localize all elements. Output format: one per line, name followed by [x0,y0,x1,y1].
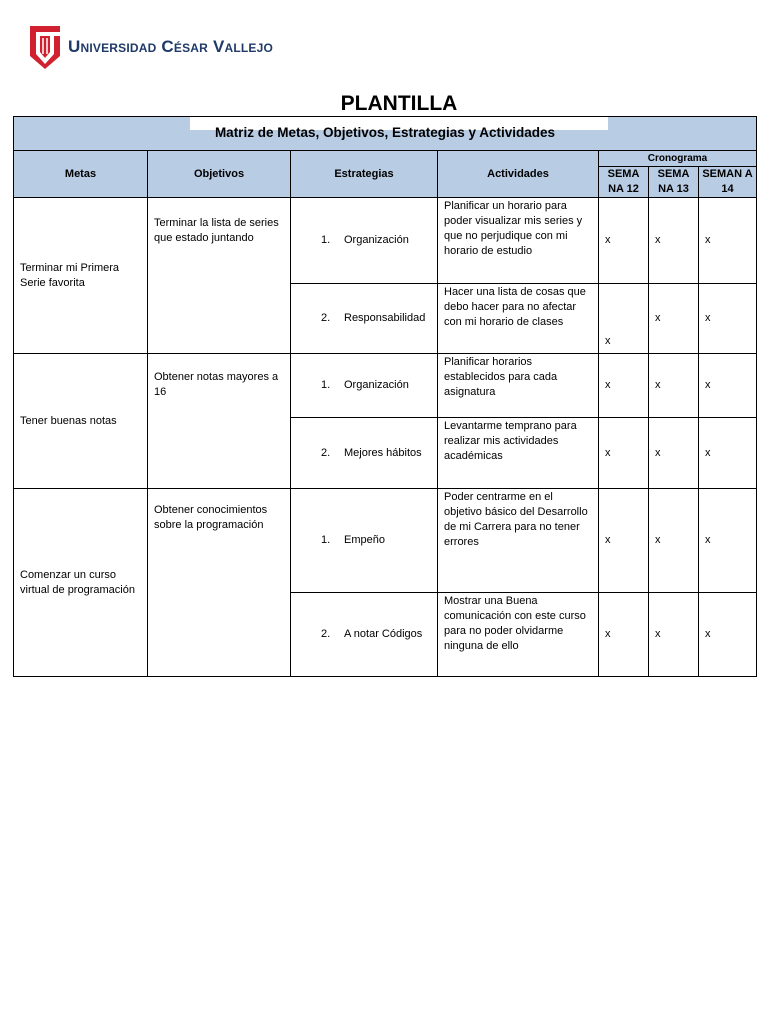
header-cronograma: Cronograma [599,151,757,167]
page-title: PLANTILLA [340,92,458,115]
actividad-cell: Poder centrarme en el objetivo básico del Desarrollo de mi Carrera para no tener errores [438,489,599,593]
week-mark: x [649,418,699,489]
table-row [14,198,757,284]
week-mark: x [649,489,699,593]
header-estrategias: Estrategias [291,151,438,198]
meta-cell: Comenzar un curso virtual de programación [14,489,148,677]
header-week-13: SEMA NA 13 [649,167,699,198]
actividad-cell: Planificar un horario para poder visualizar mis series y que no perjudique con mi horario de estudio [438,198,599,284]
week-mark: x [649,593,699,677]
week-mark: x [649,198,699,284]
meta-cell: Terminar mi Primera Serie favorita [14,198,148,354]
meta-cell: Tener buenas notas [14,354,148,489]
header-week-12: SEMA NA 12 [599,167,649,198]
actividad-cell: Levantarme temprano para realizar mis actividades académicas [438,418,599,489]
estrategia-cell: 2. Mejores hábitos [291,418,438,489]
university-logo [28,24,273,70]
week-mark: x [599,418,649,489]
goals-matrix-table [13,116,757,677]
week-mark: x [699,284,757,354]
header-actividades: Actividades [438,151,599,198]
estrategia-cell: 2. Responsabilidad [291,284,438,354]
week-mark: x [599,284,649,354]
week-mark: x [699,489,757,593]
actividad-cell: Hacer una lista de cosas que debo hacer para no afectar con mi horario de clases [438,284,599,354]
week-mark: x [599,354,649,418]
week-mark: x [699,198,757,284]
matrix-title: Matriz de Metas, Objetivos, Estrategias y Actividades [214,125,556,140]
objetivo-cell: Terminar la lista de series que estado juntando [148,198,291,354]
week-mark: x [599,593,649,677]
week-mark: x [699,354,757,418]
estrategia-cell: 1. Organización [291,354,438,418]
table-row [14,354,757,418]
week-mark: x [599,198,649,284]
estrategia-cell: 2. A notar Códigos [291,593,438,677]
estrategia-cell: 1. Organización [291,198,438,284]
header-week-14: SEMAN A 14 [699,167,757,198]
estrategia-cell: 1. Empeño [291,489,438,593]
university-name: Universidad César Vallejo [68,37,274,56]
table-row [14,489,757,593]
header-metas: Metas [14,151,148,198]
actividad-cell: Mostrar una Buena comunicación con este curso para no poder olvidarme ninguna de ello [438,593,599,677]
week-mark: x [599,489,649,593]
week-mark: x [649,354,699,418]
week-mark: x [649,284,699,354]
matrix-title-cell [14,117,757,151]
university-shield-icon [28,24,62,70]
week-mark: x [699,593,757,677]
week-mark: x [699,418,757,489]
header-objetivos: Objetivos [148,151,291,198]
objetivo-cell: Obtener conocimientos sobre la programación [148,489,291,677]
objetivo-cell: Obtener notas mayores a 16 [148,354,291,489]
actividad-cell: Planificar horarios establecidos para cada asignatura [438,354,599,418]
